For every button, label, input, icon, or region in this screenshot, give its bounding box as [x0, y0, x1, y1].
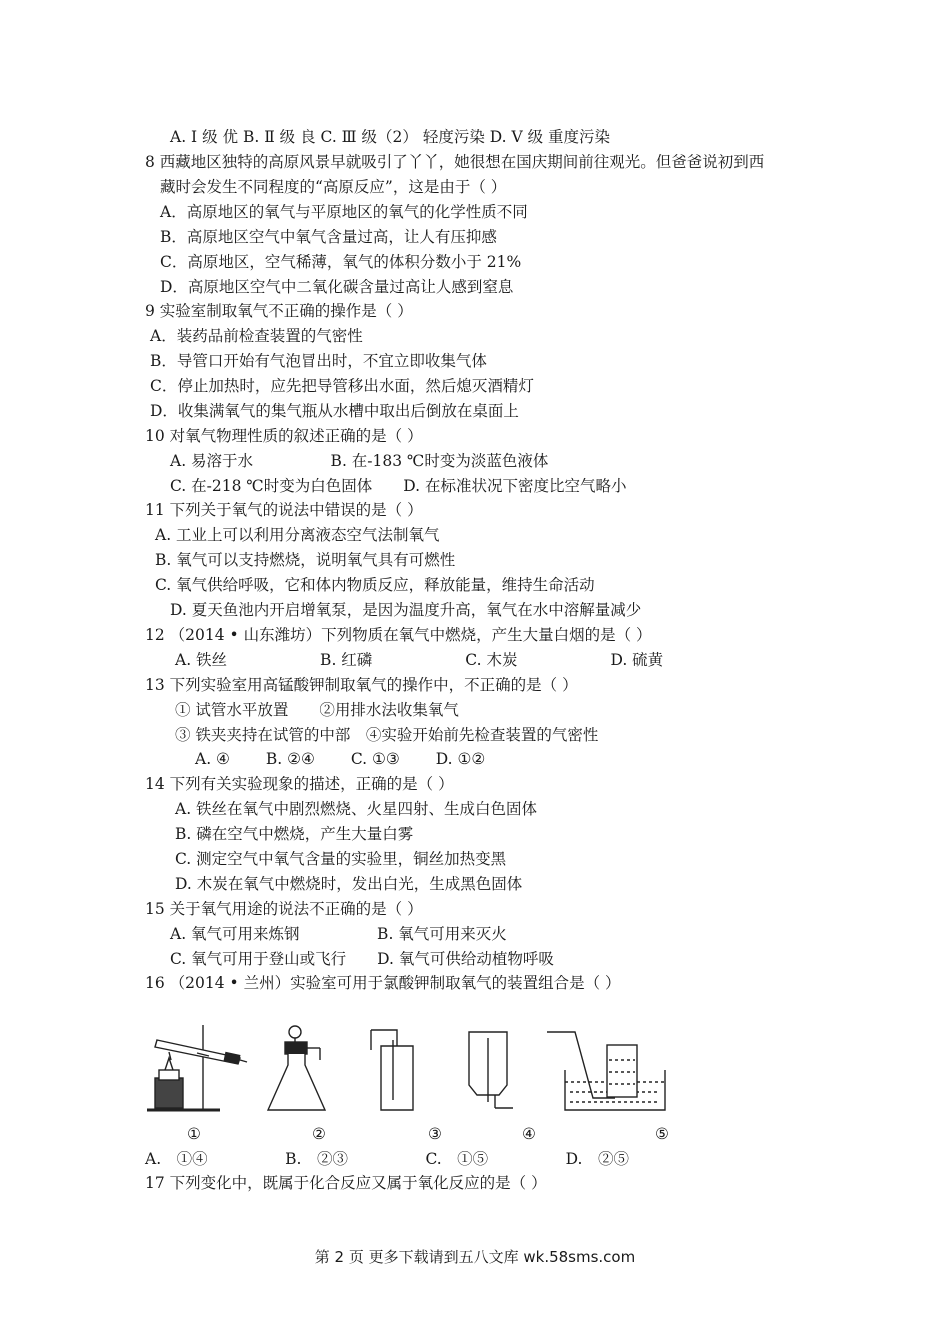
- apparatus-label-5: ⑤: [655, 1125, 669, 1143]
- q14-stem: 14 下列有关实验现象的描述，正确的是（ ）: [145, 775, 454, 793]
- q11-stem: 11 下列关于氧气的说法中错误的是（ ）: [145, 501, 423, 519]
- apparatus-label-2: ②: [312, 1125, 326, 1143]
- q9-option-c: C．停止加热时，应先把导管移出水面，然后熄灭酒精灯: [150, 377, 534, 395]
- q8-option-b: B．高原地区空气中氧气含量过高，让人有压抑感: [160, 228, 497, 246]
- apparatus-label-4: ④: [522, 1125, 536, 1143]
- apparatus-4-inverted-bottle: [469, 1032, 513, 1108]
- q8-option-d: D．高原地区空气中二氧化碳含量过高让人感到窒息: [160, 278, 514, 296]
- apparatus-5-water-trough: [547, 1032, 665, 1110]
- apparatus-label-3: ③: [428, 1125, 442, 1143]
- q10-stem: 10 对氧气物理性质的叙述正确的是（ ）: [145, 427, 423, 445]
- apparatus-diagram: [145, 1020, 705, 1120]
- q10-options-2: C. 在-218 ℃时变为白色固体 D. 在标准状况下密度比空气略小: [170, 477, 627, 495]
- q13-item-1: ① 试管水平放置 ②用排水法收集氧气: [175, 701, 459, 719]
- apparatus-3-gas-bottle: [371, 1030, 413, 1110]
- q11-option-a: A. 工业上可以利用分离液态空气法制氧气: [155, 526, 440, 544]
- q9-stem: 9 实验室制取氧气不正确的操作是（ ）: [145, 302, 413, 320]
- q16-options: A. ①④ B. ②③ C. ①⑤ D. ②⑤: [145, 1150, 629, 1168]
- apparatus-label-1: ①: [187, 1125, 201, 1143]
- q9-option-b: B．导管口开始有气泡冒出时，不宜立即收集气体: [150, 352, 487, 370]
- q8-option-c: C．高原地区，空气稀薄，氧气的体积分数小于 21%: [160, 253, 522, 271]
- q8-stem-2: 藏时会发生不同程度的“高原反应”，这是由于（ ）: [160, 178, 507, 196]
- apparatus-1-heating-tube: [147, 1025, 247, 1110]
- q16-stem: 16 （2014 • 兰州）实验室可用于氯酸钾制取氧气的装置组合是（ ）: [145, 974, 621, 992]
- q15-options-2: C. 氧气可用于登山或飞行 D. 氧气可供给动植物呼吸: [170, 950, 554, 968]
- q13-item-2: ③ 铁夹夹持在试管的中部 ④实验开始前先检查装置的气密性: [175, 726, 599, 744]
- q9-option-a: A．装药品前检查装置的气密性: [150, 327, 363, 345]
- page-footer: 第 2 页 更多下载请到五八文库 wk.58sms.com: [314, 1248, 636, 1266]
- q14-option-c: C. 测定空气中氧气含量的实验里，铜丝加热变黑: [175, 850, 507, 868]
- apparatus-2-conical-flask: [268, 1026, 325, 1110]
- q11-option-b: B. 氧气可以支持燃烧，说明氧气具有可燃性: [155, 551, 456, 569]
- q15-stem: 15 关于氧气用途的说法不正确的是（ ）: [145, 900, 423, 918]
- q9-option-d: D．收集满氧气的集气瓶从水槽中取出后倒放在桌面上: [150, 402, 519, 420]
- q8-stem-1: 8 西藏地区独特的高原风景早就吸引了丫丫，她很想在国庆期间前往观光。但爸爸说初到西: [145, 153, 765, 171]
- q14-option-d: D. 木炭在氧气中燃烧时，发出白光，生成黑色固体: [175, 875, 523, 893]
- q17-stem: 17 下列变化中，既属于化合反应又属于氧化反应的是（ ）: [145, 1174, 547, 1192]
- q12-options: A. 铁丝 B. 红磷 C. 木炭 D. 硫黄: [175, 651, 664, 669]
- q14-option-b: B. 磷在空气中燃烧，产生大量白雾: [175, 825, 414, 843]
- q13-options: A. ④ B. ②④ C. ①③ D. ①②: [195, 750, 486, 768]
- q11-option-c: C. 氧气供给呼吸，它和体内物质反应，释放能量，维持生命活动: [155, 576, 595, 594]
- q15-options-1: A. 氧气可用来炼钢 B. 氧气可用来灭火: [170, 925, 507, 943]
- q14-option-a: A. 铁丝在氧气中剧烈燃烧、火星四射、生成白色固体: [175, 800, 538, 818]
- q11-option-d: D. 夏天鱼池内开启增氧泵，是因为温度升高，氧气在水中溶解量减少: [170, 601, 642, 619]
- q13-stem: 13 下列实验室用高锰酸钾制取氧气的操作中，不正确的是（ ）: [145, 676, 578, 694]
- q12-stem: 12 （2014 • 山东潍坊）下列物质在氧气中燃烧，产生大量白烟的是（ ）: [145, 626, 652, 644]
- q7-options: A. Ⅰ 级 优 B. Ⅱ 级 良 C. Ⅲ 级（2） 轻度污染 D. Ⅴ 级 重度污染: [170, 128, 611, 146]
- q8-option-a: A．高原地区的氧气与平原地区的氧气的化学性质不同: [160, 203, 528, 221]
- q10-options-1: A. 易溶于水 B. 在-183 ℃时变为淡蓝色液体: [170, 452, 549, 470]
